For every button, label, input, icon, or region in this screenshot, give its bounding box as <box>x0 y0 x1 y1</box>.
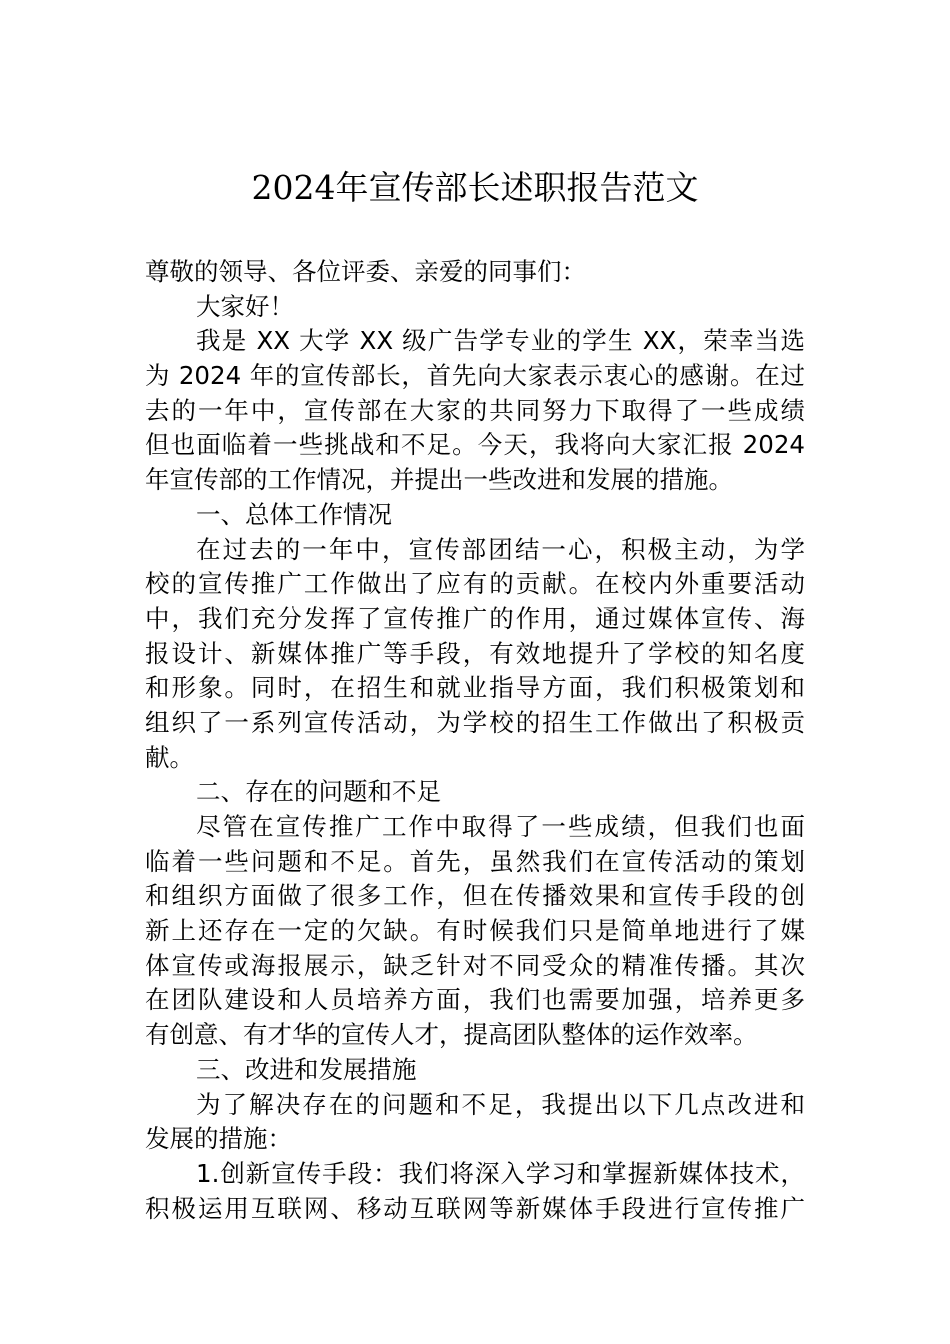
text-line: 在团队建设和人员培养方面，我们也需要加强，培养更多 <box>145 985 805 1015</box>
document-title: 2024年宣传部长述职报告范文 <box>251 168 699 207</box>
text-line: 报设计、新媒体推广等手段，有效地提升了学校的知名度 <box>145 638 805 668</box>
text-line: 三、改进和发展措施 <box>196 1054 417 1084</box>
text-line: 1.创新宣传手段：我们将深入学习和掌握新媒体技术， <box>196 1158 805 1188</box>
text-line: 和形象。同时，在招生和就业指导方面，我们积极策划和 <box>145 673 805 703</box>
text-line: 一、总体工作情况 <box>196 499 392 529</box>
text-line: 积极运用互联网、移动互联网等新媒体手段进行宣传推广 <box>145 1193 805 1223</box>
text-line: 年宣传部的工作情况，并提出一些改进和发展的措施。 <box>145 465 733 495</box>
text-line: 二、存在的问题和不足 <box>196 777 441 807</box>
text-line: 尽管在宣传推广工作中取得了一些成绩，但我们也面 <box>196 812 805 841</box>
text-line: 组织了一系列宣传活动，为学校的招生工作做出了积极贡 <box>145 707 805 737</box>
text-line: 为 2024 年的宣传部长，首先向大家表示衷心的感谢。在过 <box>145 361 805 391</box>
text-line: 我是 XX 大学 XX 级广告学专业的学生 XX，荣幸当选 <box>196 326 805 356</box>
text-line: 体宣传或海报展示，缺乏针对不同受众的精准传播。其次 <box>145 950 805 980</box>
text-line: 临着一些问题和不足。首先，虽然我们在宣传活动的策划 <box>145 846 805 876</box>
text-line: 中，我们充分发挥了宣传推广的作用，通过媒体宣传、海 <box>145 603 805 633</box>
text-line: 有创意、有才华的宣传人才，提高团队整体的运作效率。 <box>145 1020 758 1050</box>
text-line: 但也面临着一些挑战和不足。今天，我将向大家汇报 2024 <box>145 430 805 460</box>
text-line: 大家好！ <box>196 291 294 321</box>
text-line: 献。 <box>145 742 194 772</box>
text-line: 和组织方面做了很多工作，但在传播效果和宣传手段的创 <box>145 881 805 911</box>
text-line: 为了解决存在的问题和不足，我提出以下几点改进和 <box>196 1089 805 1119</box>
text-line: 去的一年中，宣传部在大家的共同努力下取得了一些成绩 <box>145 395 805 425</box>
text-line: 新上还存在一定的欠缺。有时候我们只是简单地进行了媒 <box>145 916 805 946</box>
text-line: 校的宣传推广工作做出了应有的贡献。在校内外重要活动 <box>145 569 805 599</box>
document-body <box>145 255 805 1226</box>
text-line: 尊敬的领导、各位评委、亲爱的同事们： <box>145 257 586 286</box>
text-line: 在过去的一年中，宣传部团结一心，积极主动，为学 <box>196 534 805 564</box>
text-line: 发展的措施： <box>145 1124 292 1154</box>
